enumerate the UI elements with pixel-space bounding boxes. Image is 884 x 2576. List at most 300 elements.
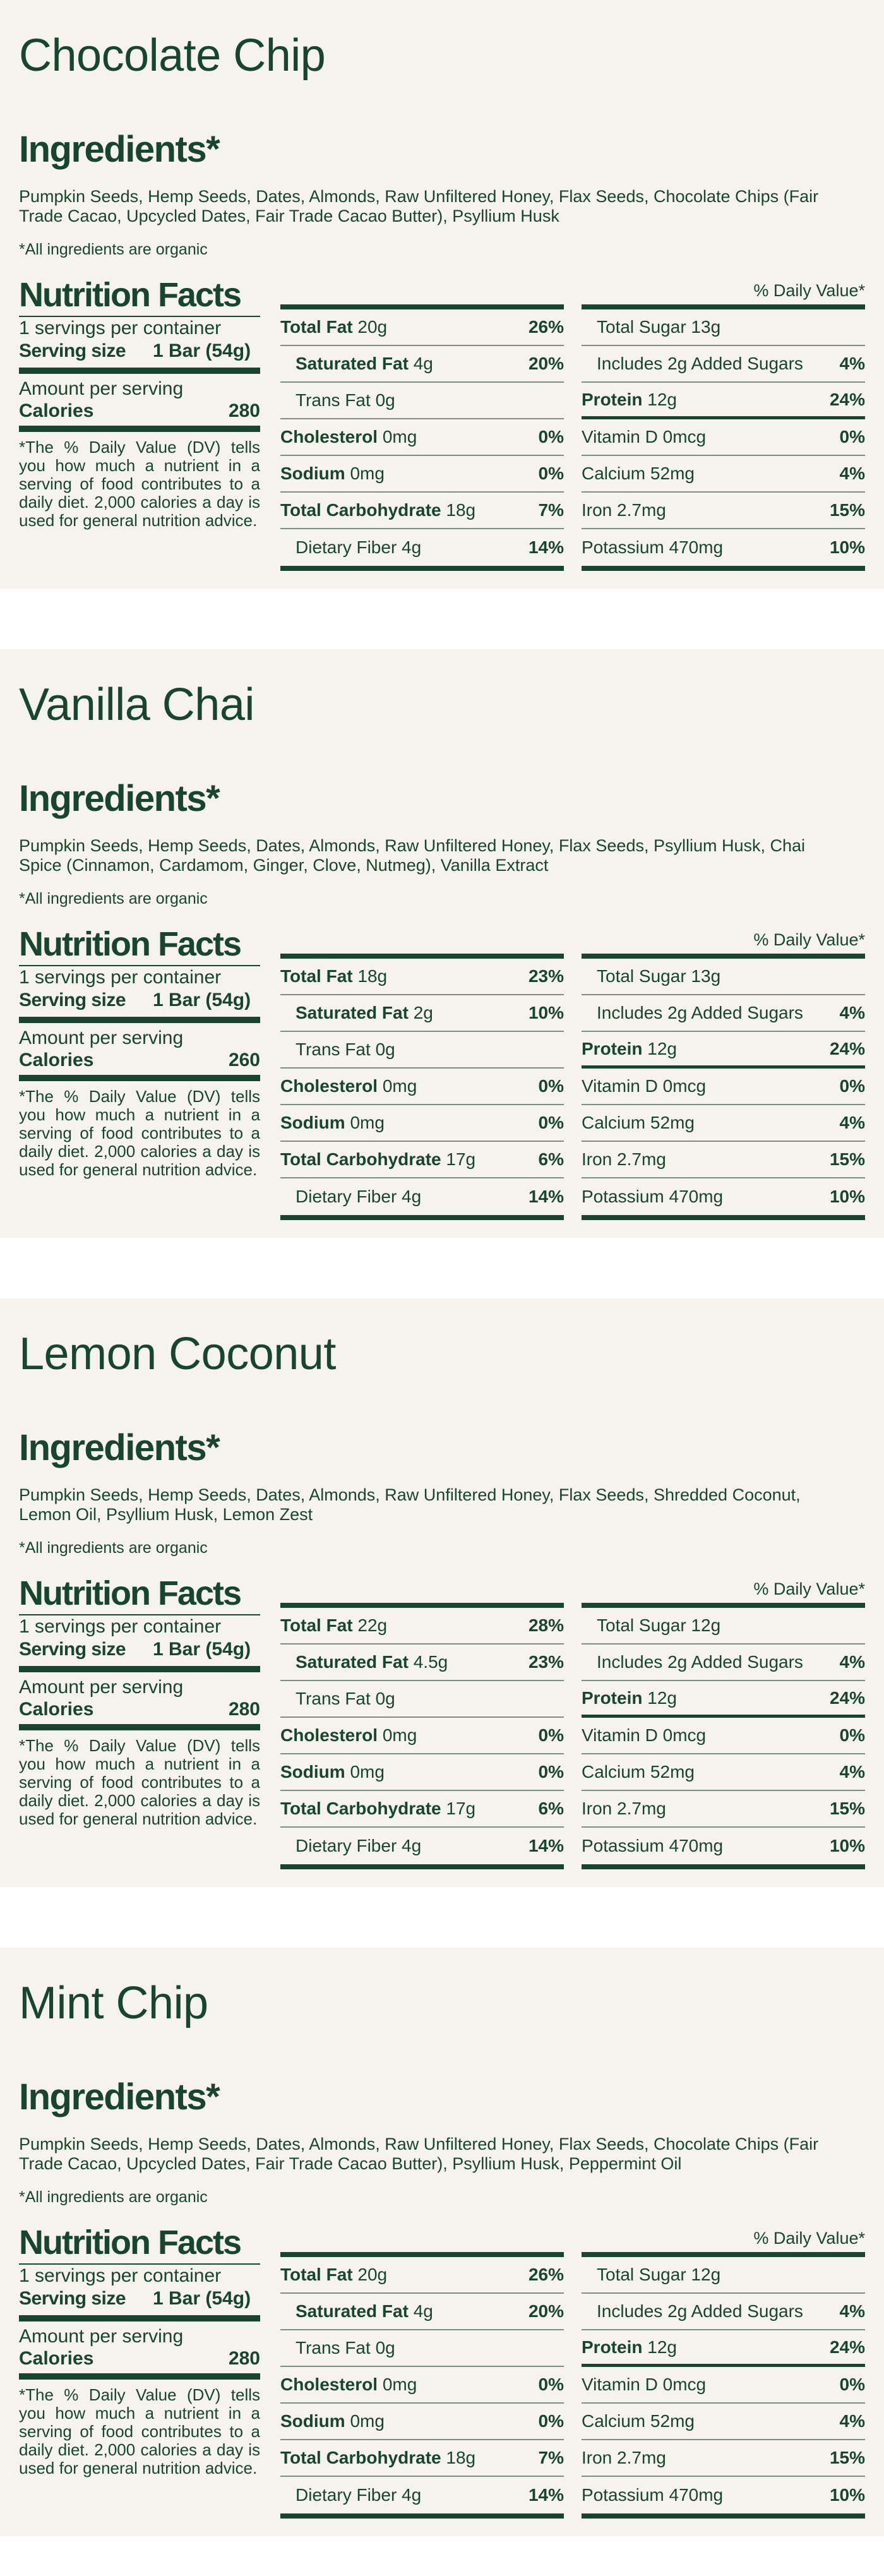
- ingredients-list: Pumpkin Seeds, Hemp Seeds, Dates, Almonds, Raw Unfiltered Honey, Flax Seeds, Psyllium Husk, Chai Spice (Cinnamon, Cardamom, Ginger, Clove, Nutmeg), Vanilla Extract: [19, 836, 806, 875]
- nutrient-dv: 24%: [829, 1038, 865, 1058]
- amount-per-serving: Amount per serving: [19, 378, 184, 399]
- nutrient-dv: 10%: [829, 537, 865, 557]
- thick-divider: [280, 1864, 564, 1869]
- serving-size-label: Serving size: [19, 2288, 126, 2309]
- nutrient-label: Trans Fat: [296, 1039, 371, 1059]
- amount-per-serving: Amount per serving: [19, 1027, 184, 1048]
- thick-divider: [280, 304, 564, 309]
- organic-note: *All ingredients are organic: [19, 241, 208, 258]
- nutrient-amount: 0mg: [382, 427, 417, 446]
- nutrient-label: Protein: [582, 2337, 643, 2357]
- nutrient-row-vitamin-d: [582, 1718, 865, 1754]
- nutrient-row-protein: [582, 2330, 865, 2367]
- nutrient-dv: 4%: [839, 2411, 865, 2431]
- nutrient-row-trans-fat: [280, 1681, 564, 1718]
- nutrient-row-cholesterol: [280, 1718, 564, 1754]
- daily-value-note: *The % Daily Value (DV) tells you how much a nutrient in a serving of food contributes to a daily diet. 2,000 calories a day is used for general nutrition advice.: [19, 1736, 260, 1828]
- nutrient-row-potassium: [582, 1178, 865, 1215]
- nutrient-label: Total Sugar: [597, 966, 686, 986]
- nutrient-row-cholesterol: [280, 2367, 564, 2404]
- organic-note: *All ingredients are organic: [19, 1539, 208, 1557]
- nutrient-amount: 17g: [446, 1799, 476, 1818]
- nutrient-row-total-carbohydrate: [280, 1791, 564, 1828]
- nutrient-amount: 470mg: [669, 537, 724, 557]
- nutrient-row-dietary-fiber: [280, 1828, 564, 1864]
- nutrient-dv: 20%: [528, 354, 564, 373]
- nutrient-dv: 14%: [528, 537, 564, 557]
- nutrition-summary: [19, 927, 260, 1220]
- nutrient-row-dietary-fiber: [280, 2477, 564, 2513]
- daily-value-header: % Daily Value*: [753, 281, 865, 300]
- nutrient-label: Potassium: [582, 1187, 664, 1206]
- nutrient-amount: 0mcg: [662, 1725, 707, 1745]
- thick-divider: [19, 2373, 260, 2380]
- nutrient-dv: 0%: [538, 1725, 564, 1745]
- nutrient-dv: 0%: [839, 1725, 865, 1745]
- nutrient-row-total-fat: [280, 1608, 564, 1644]
- nutrient-dv: 4%: [839, 464, 865, 483]
- serving-size-row: [19, 340, 260, 362]
- nutrient-label: Saturated Fat: [296, 2301, 409, 2321]
- nutrient-row-iron: [582, 1791, 865, 1828]
- nutrient-amount: 0mg: [382, 2375, 417, 2394]
- nutrient-amount: 4g: [402, 2485, 422, 2505]
- nutrient-amount: 0mcg: [662, 1076, 707, 1096]
- nutrient-dv: 14%: [528, 2485, 564, 2505]
- nutrient-dv: 0%: [839, 1076, 865, 1096]
- nutrient-row-sodium: [280, 1105, 564, 1142]
- nutrient-dv: 7%: [538, 2448, 564, 2467]
- nutrient-amount: 4g: [402, 1836, 422, 1855]
- nutrition-detail: [280, 927, 865, 1220]
- ingredients-list: Pumpkin Seeds, Hemp Seeds, Dates, Almonds, Raw Unfiltered Honey, Flax Seeds, Shredded Coconut, Lemon Oil, Psyllium Husk, Lemon Zest: [19, 1485, 801, 1524]
- nutrient-row-dietary-fiber: [280, 1178, 564, 1215]
- nutrient-label: Sodium: [280, 464, 345, 483]
- nutrient-dv: 4%: [839, 1652, 865, 1672]
- nutrient-dv: 24%: [829, 2337, 865, 2357]
- nutrient-column-left: [280, 2252, 564, 2519]
- nutrient-dv: 14%: [528, 1187, 564, 1206]
- flavor-title: Lemon Coconut: [19, 1329, 336, 1379]
- nutrient-label: Trans Fat: [296, 2338, 371, 2357]
- nutrient-label: Total Sugar: [597, 317, 686, 337]
- nutrient-row-added-sugars: [582, 2294, 865, 2330]
- nutrient-amount: 20g: [357, 317, 388, 337]
- nutrient-row-iron: [582, 2440, 865, 2477]
- nutrient-amount: 52mg: [650, 2411, 695, 2431]
- nutrient-label: Includes 2g Added Sugars: [597, 1652, 803, 1672]
- serving-size-label: Serving size: [19, 1639, 126, 1660]
- daily-value-header: % Daily Value*: [753, 1579, 865, 1598]
- nutrient-row-total-sugar: [582, 959, 865, 995]
- nutrient-row-saturated-fat: [280, 346, 564, 383]
- thick-divider: [582, 2252, 865, 2257]
- thick-divider: [280, 954, 564, 959]
- nutrient-row-iron: [582, 1142, 865, 1178]
- nutrient-label: Potassium: [582, 537, 664, 557]
- product-card: [0, 1948, 884, 2536]
- thick-divider: [280, 1215, 564, 1220]
- nutrient-label: Total Carbohydrate: [280, 1149, 441, 1169]
- thick-divider: [582, 1215, 865, 1220]
- nutrient-row-trans-fat: [280, 2330, 564, 2367]
- nutrition-panel: [19, 278, 865, 571]
- nutrient-label: Iron: [582, 1149, 612, 1169]
- nutrient-label: Vitamin D: [582, 427, 658, 446]
- nutrient-label: Includes 2g Added Sugars: [597, 354, 803, 373]
- nutrient-row-protein: [582, 1032, 865, 1069]
- nutrient-label: Protein: [582, 1687, 643, 1708]
- nutrient-amount: 52mg: [650, 1762, 695, 1782]
- nutrient-label: Trans Fat: [296, 1689, 371, 1708]
- nutrient-label: Calcium: [582, 2411, 646, 2431]
- serving-size-row: [19, 989, 260, 1012]
- card-gap: [0, 1238, 884, 1298]
- calories-value: 280: [228, 400, 260, 421]
- nutrient-dv: 24%: [829, 389, 865, 409]
- nutrient-row-protein: [582, 383, 865, 419]
- nutrient-label: Total Carbohydrate: [280, 2448, 441, 2467]
- nutrient-label: Saturated Fat: [296, 1652, 409, 1672]
- nutrient-amount: 0mg: [350, 1113, 385, 1132]
- calories-value: 260: [228, 1050, 260, 1070]
- nutrient-amount: 18g: [446, 500, 476, 520]
- thick-divider: [19, 426, 260, 432]
- nutrient-amount: 22g: [357, 1615, 388, 1635]
- calories-row: [19, 2348, 260, 2369]
- nutrient-amount: 13g: [691, 966, 721, 986]
- nutrient-dv: 26%: [528, 2265, 564, 2284]
- flavor-title: Chocolate Chip: [19, 30, 326, 81]
- servings-per-container: 1 servings per container: [19, 1616, 222, 1637]
- thick-divider: [582, 2513, 865, 2519]
- nutrient-label: Total Carbohydrate: [280, 1799, 441, 1818]
- nutrient-dv: 15%: [829, 1149, 865, 1169]
- nutrient-dv: 10%: [528, 1003, 564, 1022]
- nutrient-dv: 24%: [829, 1687, 865, 1708]
- nutrient-label: Sodium: [280, 1762, 345, 1782]
- nutrient-label: Iron: [582, 1799, 612, 1818]
- card-gap: [0, 1887, 884, 1948]
- nutrient-row-saturated-fat: [280, 1644, 564, 1681]
- serving-size-label: Serving size: [19, 990, 126, 1010]
- thick-divider: [582, 566, 865, 571]
- amount-per-serving: Amount per serving: [19, 1677, 184, 1698]
- calories-row: [19, 1050, 260, 1071]
- nutrient-label: Dietary Fiber: [296, 1836, 397, 1855]
- nutrient-dv: 23%: [528, 1652, 564, 1672]
- nutrient-dv: 0%: [538, 1762, 564, 1782]
- nutrient-row-cholesterol: [280, 419, 564, 456]
- nutrient-label: Cholesterol: [280, 1725, 378, 1745]
- nutrient-dv: 23%: [528, 966, 564, 986]
- nutrient-row-vitamin-d: [582, 419, 865, 456]
- nutrient-amount: 0mg: [382, 1725, 417, 1745]
- nutrient-label: Protein: [582, 1038, 643, 1058]
- nutrient-dv: 0%: [538, 427, 564, 446]
- nutrient-label: Includes 2g Added Sugars: [597, 1003, 803, 1022]
- nutrient-row-added-sugars: [582, 346, 865, 383]
- nutrient-dv: 4%: [839, 1113, 865, 1132]
- nutrient-amount: 4g: [402, 537, 422, 557]
- nutrient-column-right: [582, 304, 865, 571]
- nutrient-label: Calcium: [582, 1762, 646, 1782]
- nutrient-label: Total Sugar: [597, 1615, 686, 1635]
- thick-divider: [582, 1864, 865, 1869]
- product-card: [0, 0, 884, 589]
- product-card: [0, 1298, 884, 1887]
- nutrient-dv: 15%: [829, 2448, 865, 2467]
- nutrient-amount: 0g: [375, 1039, 395, 1059]
- daily-value-note: *The % Daily Value (DV) tells you how much a nutrient in a serving of food contributes to a daily diet. 2,000 calories a day is used for general nutrition advice.: [19, 2385, 260, 2477]
- nutrient-row-vitamin-d: [582, 2367, 865, 2404]
- nutrient-row-saturated-fat: [280, 995, 564, 1032]
- nutrient-row-total-sugar: [582, 2257, 865, 2294]
- nutrient-dv: 0%: [538, 464, 564, 483]
- nutrient-amount: 12g: [647, 2337, 677, 2357]
- nutrient-column-right: [582, 1603, 865, 1869]
- nutrition-summary: [19, 2226, 260, 2519]
- nutrient-row-calcium: [582, 1105, 865, 1142]
- nutrient-label: Total Sugar: [597, 2265, 686, 2284]
- nutrient-column-left: [280, 954, 564, 1220]
- nutrient-amount: 18g: [446, 2448, 476, 2467]
- nutrient-dv: 15%: [829, 1799, 865, 1818]
- nutrient-dv: 6%: [538, 1799, 564, 1818]
- servings-per-container: 1 servings per container: [19, 2265, 222, 2286]
- nutrient-label: Vitamin D: [582, 1076, 658, 1096]
- nutrient-column-right: [582, 2252, 865, 2519]
- serving-size-label: Serving size: [19, 340, 126, 361]
- thick-divider: [280, 2513, 564, 2519]
- nutrient-dv: 0%: [538, 1113, 564, 1132]
- nutrition-facts-heading: Nutrition Facts: [19, 276, 241, 314]
- nutrient-dv: 14%: [528, 1836, 564, 1855]
- nutrient-dv: 15%: [829, 500, 865, 520]
- nutrient-row-added-sugars: [582, 995, 865, 1032]
- flavor-title: Mint Chip: [19, 1978, 208, 2028]
- nutrient-row-total-carbohydrate: [280, 2440, 564, 2477]
- thick-divider: [19, 2315, 260, 2321]
- thick-divider: [19, 1724, 260, 1730]
- nutrition-detail: [280, 1576, 865, 1869]
- nutrient-amount: 0mg: [350, 464, 385, 483]
- calories-row: [19, 400, 260, 422]
- organic-note: *All ingredients are organic: [19, 890, 208, 908]
- nutrient-amount: 2.7mg: [617, 2448, 666, 2467]
- nutrient-amount: 0mg: [382, 1076, 417, 1096]
- nutrient-row-sodium: [280, 456, 564, 493]
- nutrient-row-potassium: [582, 1828, 865, 1864]
- nutrient-row-total-sugar: [582, 1608, 865, 1644]
- servings-per-container: 1 servings per container: [19, 318, 222, 338]
- nutrient-dv: 4%: [839, 1003, 865, 1022]
- nutrient-amount: 0mcg: [662, 427, 707, 446]
- nutrient-amount: 0mcg: [662, 2375, 707, 2394]
- nutrient-dv: 20%: [528, 2301, 564, 2321]
- ingredients-heading: Ingredients*: [19, 1427, 220, 1468]
- calories-value: 280: [228, 2348, 260, 2369]
- nutrient-row-saturated-fat: [280, 2294, 564, 2330]
- calories-label: Calories: [19, 1050, 94, 1070]
- daily-value-note: *The % Daily Value (DV) tells you how much a nutrient in a serving of food contributes to a daily diet. 2,000 calories a day is used for general nutrition advice.: [19, 438, 260, 530]
- nutrient-label: Potassium: [582, 1836, 664, 1855]
- nutrient-dv: 4%: [839, 1762, 865, 1782]
- nutrient-dv: 10%: [829, 1187, 865, 1206]
- nutrient-label: Dietary Fiber: [296, 537, 397, 557]
- nutrient-label: Cholesterol: [280, 2375, 378, 2394]
- nutrient-dv: 26%: [528, 317, 564, 337]
- nutrient-label: Iron: [582, 500, 612, 520]
- thick-divider: [582, 1603, 865, 1608]
- nutrient-label: Trans Fat: [296, 390, 371, 410]
- calories-value: 280: [228, 1699, 260, 1720]
- nutrient-dv: 0%: [839, 427, 865, 446]
- nutrient-label: Total Fat: [280, 2265, 353, 2284]
- nutrient-dv: 7%: [538, 500, 564, 520]
- nutrient-label: Includes 2g Added Sugars: [597, 2301, 803, 2321]
- nutrient-amount: 12g: [647, 389, 677, 409]
- nutrient-row-calcium: [582, 2404, 865, 2440]
- nutrient-amount: 470mg: [669, 2485, 724, 2505]
- serving-size-row: [19, 2287, 260, 2310]
- nutrient-label: Vitamin D: [582, 1725, 658, 1745]
- nutrient-row-sodium: [280, 1754, 564, 1791]
- nutrient-dv: 0%: [538, 2411, 564, 2431]
- nutrient-label: Total Carbohydrate: [280, 500, 441, 520]
- serving-size-value: 1 Bar (54g): [153, 340, 251, 361]
- nutrient-label: Vitamin D: [582, 2375, 658, 2394]
- organic-note: *All ingredients are organic: [19, 2188, 208, 2206]
- nutrient-amount: 4.5g: [413, 1652, 448, 1672]
- nutrient-label: Calcium: [582, 464, 646, 483]
- nutrient-label: Total Fat: [280, 966, 353, 986]
- calories-label: Calories: [19, 1699, 94, 1720]
- nutrient-row-trans-fat: [280, 383, 564, 419]
- nutrition-panel: [19, 2226, 865, 2519]
- calories-row: [19, 1699, 260, 1720]
- nutrient-row-cholesterol: [280, 1069, 564, 1105]
- amount-per-serving: Amount per serving: [19, 2326, 184, 2347]
- nutrient-amount: 470mg: [669, 1836, 724, 1855]
- nutrient-label: Cholesterol: [280, 427, 378, 446]
- nutrient-amount: 2.7mg: [617, 1149, 666, 1169]
- nutrient-dv: 0%: [538, 1076, 564, 1096]
- nutrient-label: Iron: [582, 2448, 612, 2467]
- nutrient-dv: 28%: [528, 1615, 564, 1635]
- nutrient-label: Cholesterol: [280, 1076, 378, 1096]
- thick-divider: [280, 2252, 564, 2257]
- nutrient-label: Saturated Fat: [296, 1003, 409, 1022]
- daily-value-header: % Daily Value*: [753, 2229, 865, 2248]
- nutrient-label: Protein: [582, 389, 643, 409]
- nutrient-row-total-sugar: [582, 309, 865, 346]
- nutrition-facts-heading: Nutrition Facts: [19, 925, 241, 963]
- nutrient-row-sodium: [280, 2404, 564, 2440]
- thick-divider: [280, 566, 564, 571]
- nutrient-label: Sodium: [280, 1113, 345, 1132]
- nutrient-label: Calcium: [582, 1113, 646, 1132]
- nutrient-amount: 0mg: [350, 1762, 385, 1782]
- nutrient-label: Dietary Fiber: [296, 2485, 397, 2505]
- ingredients-list: Pumpkin Seeds, Hemp Seeds, Dates, Almonds, Raw Unfiltered Honey, Flax Seeds, Chocolate Chips (Fair Trade Cacao, Upcycled Dates, Fair Trade Cacao Butter), Psyllium Husk, Peppermint Oil: [19, 2135, 819, 2173]
- nutrient-row-total-fat: [280, 309, 564, 346]
- ingredients-heading: Ingredients*: [19, 778, 220, 819]
- nutrition-facts-heading: Nutrition Facts: [19, 1574, 241, 1612]
- serving-size-value: 1 Bar (54g): [153, 1639, 251, 1660]
- nutrient-dv: 4%: [839, 354, 865, 373]
- servings-per-container: 1 servings per container: [19, 967, 222, 988]
- nutrient-label: Potassium: [582, 2485, 664, 2505]
- nutrient-row-total-fat: [280, 959, 564, 995]
- nutrient-row-total-carbohydrate: [280, 1142, 564, 1178]
- nutrient-amount: 52mg: [650, 1113, 695, 1132]
- nutrient-column-left: [280, 304, 564, 571]
- serving-size-row: [19, 1638, 260, 1661]
- nutrient-row-iron: [582, 493, 865, 529]
- nutrient-label: Total Fat: [280, 317, 353, 337]
- ingredients-heading: Ingredients*: [19, 2076, 220, 2118]
- nutrient-amount: 13g: [691, 317, 721, 337]
- nutrient-row-potassium: [582, 529, 865, 566]
- nutrient-dv: 10%: [829, 2485, 865, 2505]
- nutrient-amount: 0g: [375, 2338, 395, 2357]
- nutrient-amount: 18g: [357, 966, 388, 986]
- nutrition-summary: [19, 1576, 260, 1869]
- nutrition-panel: [19, 1576, 865, 1869]
- nutrient-amount: 12g: [647, 1038, 677, 1058]
- nutrient-amount: 2.7mg: [617, 500, 666, 520]
- nutrient-row-potassium: [582, 2477, 865, 2513]
- nutrient-dv: 10%: [829, 1836, 865, 1855]
- nutrient-amount: 52mg: [650, 464, 695, 483]
- nutrient-amount: 12g: [647, 1687, 677, 1708]
- nutrition-detail: [280, 2226, 865, 2519]
- nutrient-row-calcium: [582, 456, 865, 493]
- nutrition-facts-heading: Nutrition Facts: [19, 2224, 241, 2261]
- nutrient-amount: 2.7mg: [617, 1799, 666, 1818]
- nutrient-amount: 20g: [357, 2265, 388, 2284]
- daily-value-header: % Daily Value*: [753, 930, 865, 949]
- nutrient-amount: 0g: [375, 1689, 395, 1708]
- nutrient-dv: 0%: [839, 2375, 865, 2394]
- nutrient-amount: 17g: [446, 1149, 476, 1169]
- thick-divider: [19, 368, 260, 374]
- nutrient-amount: 4g: [413, 354, 433, 373]
- nutrient-label: Saturated Fat: [296, 354, 409, 373]
- flavor-title: Vanilla Chai: [19, 680, 254, 730]
- thick-divider: [582, 304, 865, 309]
- nutrient-row-total-carbohydrate: [280, 493, 564, 529]
- nutrient-column-right: [582, 954, 865, 1220]
- nutrient-row-total-fat: [280, 2257, 564, 2294]
- nutrient-label: Dietary Fiber: [296, 1187, 397, 1206]
- nutrient-amount: 0mg: [350, 2411, 385, 2431]
- nutrient-row-added-sugars: [582, 1644, 865, 1681]
- nutrient-label: Sodium: [280, 2411, 345, 2431]
- nutrient-row-protein: [582, 1681, 865, 1718]
- thick-divider: [19, 1075, 260, 1081]
- nutrient-row-calcium: [582, 1754, 865, 1791]
- ingredients-heading: Ingredients*: [19, 129, 220, 170]
- nutrition-detail: [280, 278, 865, 571]
- nutrient-amount: 470mg: [669, 1187, 724, 1206]
- thick-divider: [582, 954, 865, 959]
- thick-divider: [280, 1603, 564, 1608]
- nutrient-dv: 6%: [538, 1149, 564, 1169]
- ingredients-list: Pumpkin Seeds, Hemp Seeds, Dates, Almonds, Raw Unfiltered Honey, Flax Seeds, Chocolate Chips (Fair Trade Cacao, Upcycled Dates, Fair Trade Cacao Butter), Psyllium Husk: [19, 187, 819, 225]
- serving-size-value: 1 Bar (54g): [153, 2288, 251, 2309]
